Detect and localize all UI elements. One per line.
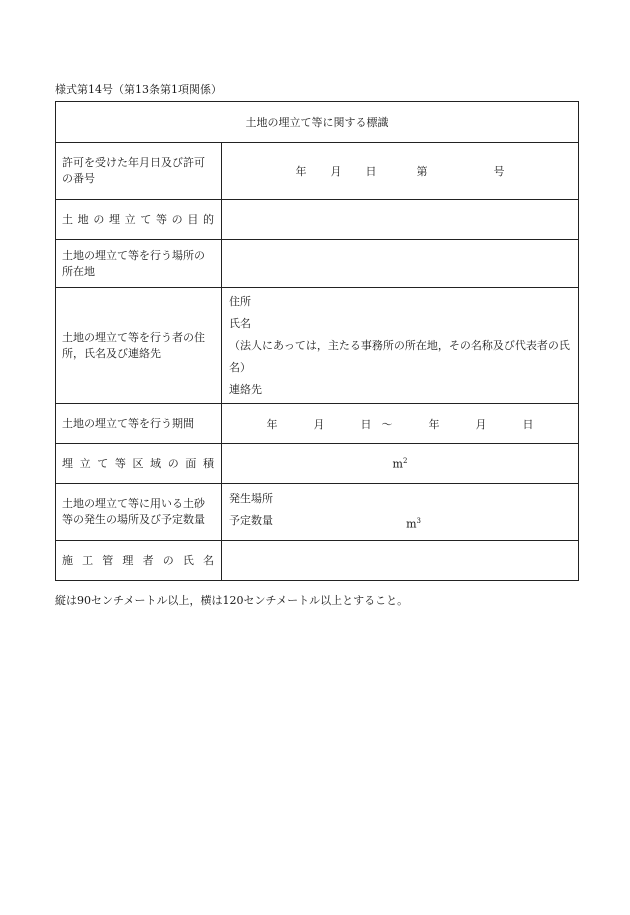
purpose-value bbox=[222, 200, 579, 240]
permit-month: 月 bbox=[330, 165, 342, 178]
notice-table bbox=[55, 101, 579, 581]
location-value bbox=[222, 240, 579, 288]
table-row-person bbox=[56, 288, 579, 404]
manager-label: 施工管理者の氏名 bbox=[56, 541, 222, 581]
manager-value bbox=[222, 541, 579, 581]
table-row-purpose bbox=[56, 200, 579, 240]
person-name: 氏名 bbox=[229, 316, 251, 330]
form-number: 様式第14号（第13条第1項関係） bbox=[55, 83, 222, 96]
permit-dai: 第 bbox=[416, 165, 428, 178]
period-label: 土地の埋立て等を行う期間 bbox=[56, 404, 222, 444]
table-row-area bbox=[56, 444, 579, 484]
soil-origin: 発生場所 bbox=[229, 492, 273, 506]
table-row-period bbox=[56, 404, 579, 444]
location-label: 土地の埋立て等を行う場所の所在地 bbox=[56, 240, 222, 288]
period-start-month: 月 bbox=[313, 417, 325, 431]
soil-unit: $m^3$ bbox=[406, 517, 421, 531]
period-tilde: 〜 bbox=[381, 417, 393, 431]
area-value bbox=[222, 444, 579, 484]
permit-value bbox=[222, 143, 579, 200]
permit-go: 号 bbox=[493, 165, 505, 178]
table-row-location bbox=[56, 240, 579, 288]
purpose-label: 土地の埋立て等の目的 bbox=[56, 200, 222, 240]
soil-quantity: 予定数量 bbox=[229, 514, 273, 528]
period-value bbox=[222, 404, 579, 444]
area-label: 埋立て等区域の面積 bbox=[56, 444, 222, 484]
period-start-year: 年 bbox=[266, 417, 278, 431]
person-corporate-note: （法人にあっては，主たる事務所の所在地，その名称及び代表者の氏名） bbox=[229, 338, 570, 374]
period-end-month: 月 bbox=[475, 417, 487, 431]
footnote: 縦は90センチメートル以上，横は120センチメートル以上とすること。 bbox=[55, 594, 409, 607]
soil-unit-exponent: 3 bbox=[416, 517, 421, 526]
table-row-permit bbox=[56, 143, 579, 200]
person-value bbox=[222, 288, 579, 404]
period-start-day: 日 bbox=[360, 417, 372, 431]
permit-day: 日 bbox=[365, 165, 377, 178]
period-end-day: 日 bbox=[522, 417, 534, 431]
soil-value bbox=[222, 484, 579, 541]
table-row-soil bbox=[56, 484, 579, 541]
permit-year: 年 bbox=[295, 165, 307, 178]
table-row-manager bbox=[56, 541, 579, 581]
permit-label: 許可を受けた年月日及び許可の番号 bbox=[56, 143, 222, 200]
area-unit-exponent: 2 bbox=[402, 456, 408, 465]
notice-title: 土地の埋立て等に関する標識 bbox=[56, 102, 579, 143]
soil-label: 土地の埋立て等に用いる土砂等の発生の場所及び予定数量 bbox=[56, 484, 222, 541]
person-contact: 連絡先 bbox=[229, 382, 262, 396]
area-unit: m bbox=[392, 457, 403, 471]
period-end-year: 年 bbox=[428, 417, 440, 431]
person-address: 住所 bbox=[229, 294, 251, 308]
person-label: 土地の埋立て等を行う者の住所，氏名及び連絡先 bbox=[56, 288, 222, 404]
